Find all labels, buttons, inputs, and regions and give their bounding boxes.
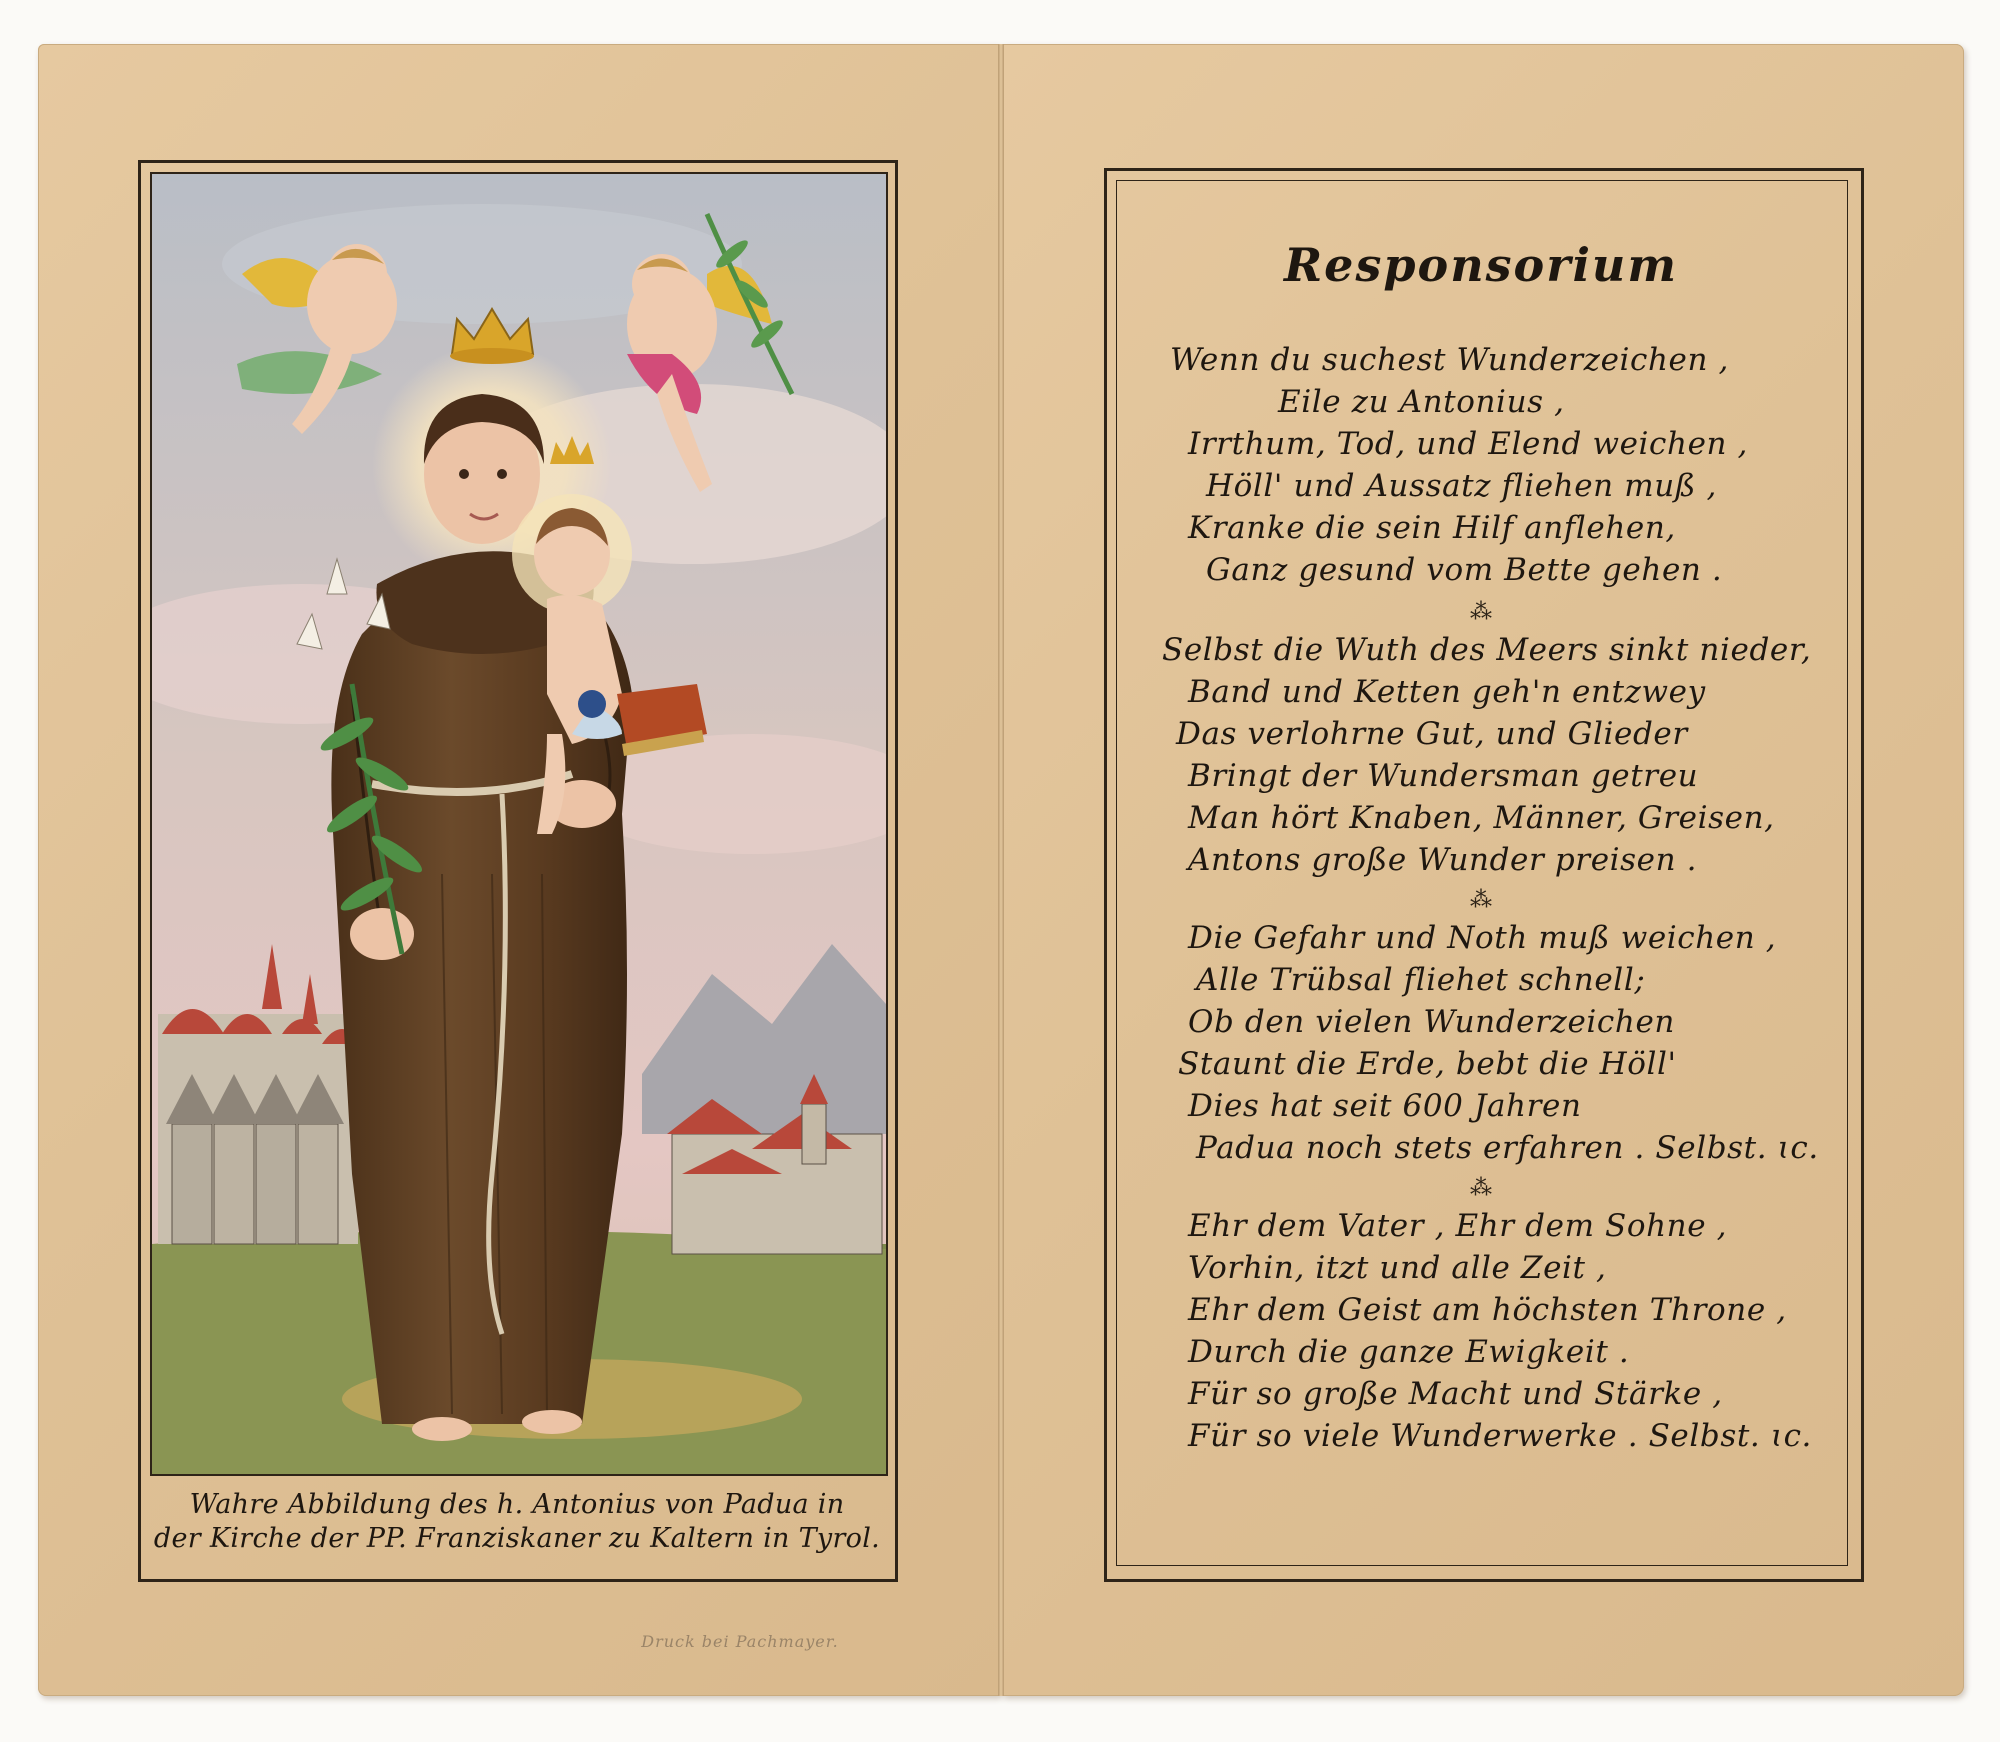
engraving-illustration [150, 172, 888, 1476]
caption-line-2: der Kirche der PP. Franziskaner zu Kaltern in Tyrol. [153, 1523, 881, 1554]
poem-line: Staunt die Erde, bebt die Höll' [1178, 1046, 1677, 1082]
stanza-separator: ⁂ [1470, 1176, 1492, 1201]
poem-line: Vorhin, itzt und alle Zeit , [1188, 1250, 1607, 1286]
poem-line: Das verlohrne Gut, und Glieder [1176, 716, 1688, 752]
responsorium-text [1116, 180, 1846, 1564]
caption-line-1: Wahre Abbildung des h. Antonius von Padua in [189, 1489, 845, 1520]
poem-line: Padua noch stets erfahren . Selbst. ɩc. [1196, 1130, 1819, 1166]
poem-line: Irrthum, Tod, und Elend weichen , [1188, 426, 1748, 462]
poem-line: Band und Ketten geh'n entzwey [1188, 674, 1706, 710]
poem-line: Durch die ganze Ewigkeit . [1188, 1334, 1630, 1370]
poem-line: Alle Trübsal fliehet schnell; [1196, 962, 1646, 998]
poem-title: Responsorium [1283, 238, 1679, 292]
poem-line: Antons große Wunder preisen . [1188, 842, 1698, 878]
poem-line: Kranke die sein Hilf anflehen, [1188, 510, 1676, 546]
poem-line: Ganz gesund vom Bette gehen . [1206, 552, 1723, 588]
poem-line: Ehr dem Geist am höchsten Throne , [1188, 1292, 1787, 1328]
poem-line: Höll' und Aussatz fliehen muß , [1206, 468, 1717, 504]
poem-line: Selbst die Wuth des Meers sinkt nieder, [1162, 632, 1812, 668]
fold-crease [998, 44, 1004, 1696]
poem-line: Für so große Macht und Stärke , [1188, 1376, 1723, 1412]
stanza-separator: ⁂ [1470, 600, 1492, 625]
poem-line: Ehr dem Vater , Ehr dem Sohne , [1188, 1208, 1728, 1244]
poem-line: Dies hat seit 600 Jahren [1188, 1088, 1582, 1124]
poem-line: Wenn du suchest Wunderzeichen , [1170, 342, 1729, 378]
poem-line: Eile zu Antonius , [1278, 384, 1565, 420]
printer-imprint: Druck bei Pachmayer. [641, 1632, 839, 1651]
poem-line: Die Gefahr und Noth muß weichen , [1188, 920, 1777, 956]
poem-line: Bringt der Wundersman getreu [1188, 758, 1699, 794]
stanza-separator: ⁂ [1470, 888, 1492, 913]
engraving-caption [150, 1474, 884, 1568]
poem-line: Ob den vielen Wunderzeichen [1188, 1004, 1675, 1040]
poem-line: Man hört Knaben, Männer, Greisen, [1188, 800, 1775, 836]
poem-line: Für so viele Wunderwerke . Selbst. ɩc. [1188, 1418, 1812, 1454]
